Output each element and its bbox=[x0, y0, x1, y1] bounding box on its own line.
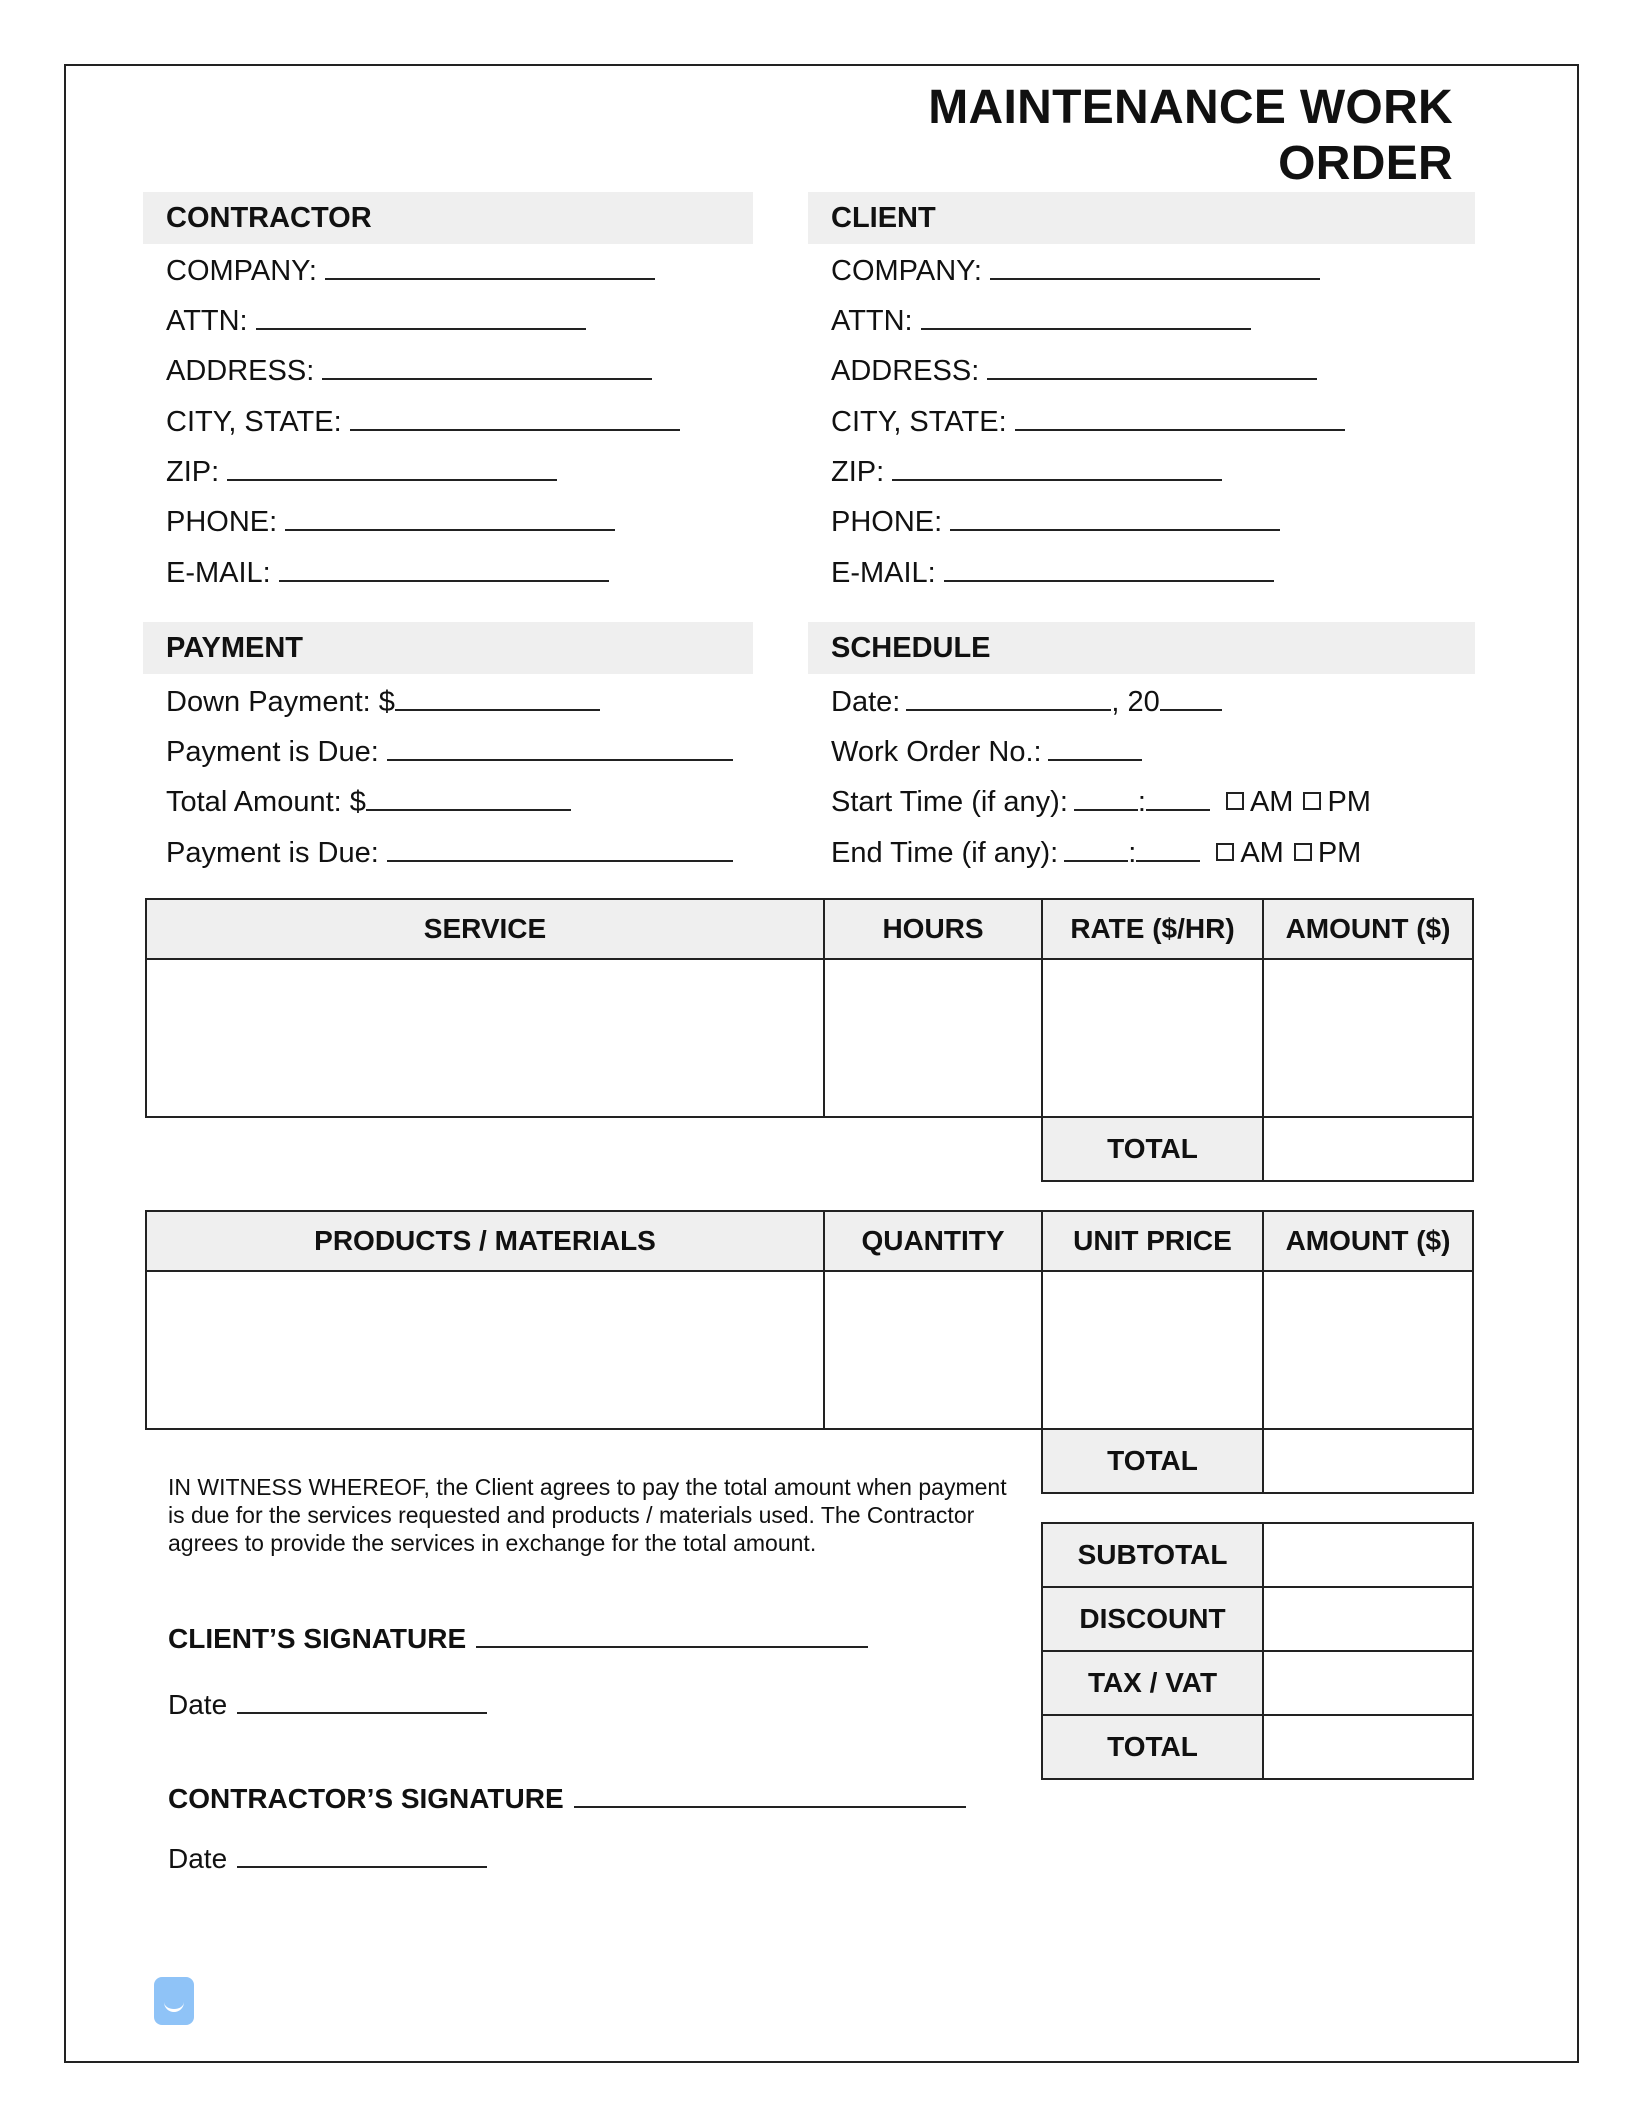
amount-header: AMOUNT ($) bbox=[1263, 899, 1473, 959]
tax-vat-value[interactable] bbox=[1263, 1651, 1473, 1715]
subtotal-value[interactable] bbox=[1263, 1523, 1473, 1587]
contractor-phone-field[interactable] bbox=[166, 503, 615, 539]
amount-cell[interactable] bbox=[1263, 959, 1473, 1117]
input-line[interactable] bbox=[921, 302, 1251, 330]
pm-label: PM bbox=[1327, 786, 1371, 818]
contractor-city-state-field[interactable] bbox=[166, 403, 680, 439]
contractor-email-field[interactable] bbox=[166, 554, 609, 590]
input-line[interactable] bbox=[1015, 403, 1345, 431]
document-title: MAINTENANCE WORK ORDER bbox=[928, 81, 1453, 190]
end-time-field[interactable] bbox=[831, 834, 1361, 870]
pm-checkbox[interactable] bbox=[1303, 792, 1321, 810]
service-header: SERVICE bbox=[146, 899, 824, 959]
date-line[interactable] bbox=[237, 1840, 487, 1868]
input-line[interactable] bbox=[1146, 783, 1210, 811]
am-checkbox[interactable] bbox=[1216, 843, 1234, 861]
client-address-field[interactable] bbox=[831, 352, 1317, 388]
signature-line[interactable] bbox=[476, 1620, 868, 1648]
time-colon: : bbox=[1128, 837, 1137, 869]
contractor-zip-field[interactable] bbox=[166, 453, 557, 489]
client-phone-field[interactable] bbox=[831, 503, 1280, 539]
service-cell[interactable] bbox=[146, 959, 824, 1117]
input-line[interactable] bbox=[1160, 683, 1222, 711]
subtotal-label: SUBTOTAL bbox=[1042, 1523, 1263, 1587]
field-label: Payment is Due: bbox=[166, 837, 379, 869]
grand-total-label: TOTAL bbox=[1042, 1715, 1263, 1779]
products-total-label: TOTAL bbox=[1042, 1429, 1263, 1493]
input-line[interactable] bbox=[279, 554, 609, 582]
witness-statement: IN WITNESS WHEREOF, the Client agrees to pay the total amount when payment is due for the services requested and products / materials used. The Contractor agrees to provide the services in exchange for the total amount. bbox=[168, 1474, 1007, 1556]
products-total-value[interactable] bbox=[1263, 1429, 1473, 1493]
payment-header: PAYMENT bbox=[143, 622, 753, 674]
products-table bbox=[145, 1210, 1474, 1430]
input-line[interactable] bbox=[366, 783, 571, 811]
input-line[interactable] bbox=[990, 252, 1320, 280]
input-line[interactable] bbox=[322, 352, 652, 380]
input-line[interactable] bbox=[906, 683, 1111, 711]
product-cell[interactable] bbox=[146, 1271, 824, 1429]
amount-cell[interactable] bbox=[1263, 1271, 1473, 1429]
input-line[interactable] bbox=[1064, 834, 1128, 862]
input-line[interactable] bbox=[227, 453, 557, 481]
discount-value[interactable] bbox=[1263, 1587, 1473, 1651]
field-label: Date: bbox=[831, 686, 901, 718]
work-order-number-field[interactable] bbox=[831, 733, 1142, 769]
grand-total-value[interactable] bbox=[1263, 1715, 1473, 1779]
field-label: COMPANY: bbox=[831, 255, 982, 287]
quantity-header: QUANTITY bbox=[824, 1211, 1042, 1271]
date-label: Date bbox=[168, 1689, 228, 1720]
services-table bbox=[145, 898, 1474, 1118]
client-email-field[interactable] bbox=[831, 554, 1274, 590]
total-amount-field[interactable] bbox=[166, 783, 571, 819]
contractor-signature-field[interactable] bbox=[168, 1780, 966, 1815]
client-signature-label: CLIENT’S SIGNATURE bbox=[168, 1623, 467, 1654]
field-label: Total Amount: $ bbox=[166, 786, 366, 818]
field-label: ADDRESS: bbox=[166, 355, 315, 387]
rate-cell[interactable] bbox=[1042, 959, 1263, 1117]
contractor-company-field[interactable] bbox=[166, 252, 655, 288]
field-label: ATTN: bbox=[831, 305, 913, 337]
am-label: AM bbox=[1240, 837, 1284, 869]
products-header: PRODUCTS / MATERIALS bbox=[146, 1211, 824, 1271]
contractor-address-field[interactable] bbox=[166, 352, 652, 388]
input-line[interactable] bbox=[387, 733, 733, 761]
payment-due-field-2[interactable] bbox=[166, 834, 733, 870]
field-label: Down Payment: $ bbox=[166, 686, 395, 718]
field-label: Work Order No.: bbox=[831, 736, 1042, 768]
hours-header: HOURS bbox=[824, 899, 1042, 959]
field-label: Start Time (if any): bbox=[831, 786, 1068, 818]
client-attn-field[interactable] bbox=[831, 302, 1251, 338]
field-label: E-MAIL: bbox=[831, 557, 936, 589]
logo-icon bbox=[154, 1977, 194, 2025]
client-zip-field[interactable] bbox=[831, 453, 1222, 489]
am-checkbox[interactable] bbox=[1226, 792, 1244, 810]
summary-table bbox=[1041, 1522, 1474, 1780]
input-line[interactable] bbox=[1136, 834, 1200, 862]
date-label: Date bbox=[168, 1843, 228, 1874]
input-line[interactable] bbox=[892, 453, 1222, 481]
field-label: ATTN: bbox=[166, 305, 248, 337]
input-line[interactable] bbox=[395, 683, 600, 711]
down-payment-field[interactable] bbox=[166, 683, 600, 719]
amount-header: AMOUNT ($) bbox=[1263, 1211, 1473, 1271]
contractor-header: CONTRACTOR bbox=[143, 192, 753, 244]
input-line[interactable] bbox=[944, 554, 1274, 582]
input-line[interactable] bbox=[350, 403, 680, 431]
hours-cell[interactable] bbox=[824, 959, 1042, 1117]
client-company-field[interactable] bbox=[831, 252, 1320, 288]
contractor-date-field[interactable] bbox=[168, 1840, 487, 1875]
unit-price-cell[interactable] bbox=[1042, 1271, 1263, 1429]
signature-line[interactable] bbox=[574, 1780, 966, 1808]
services-total-value[interactable] bbox=[1263, 1117, 1473, 1181]
date-line[interactable] bbox=[237, 1686, 487, 1714]
client-signature-field[interactable] bbox=[168, 1620, 868, 1655]
input-line[interactable] bbox=[1048, 733, 1142, 761]
year-prefix: , 20 bbox=[1111, 686, 1160, 718]
client-date-field[interactable] bbox=[168, 1686, 487, 1721]
payment-due-field-1[interactable] bbox=[166, 733, 733, 769]
field-label: CITY, STATE: bbox=[166, 406, 342, 438]
field-label: PHONE: bbox=[831, 506, 943, 538]
contractor-attn-field[interactable] bbox=[166, 302, 586, 338]
schedule-date-field[interactable] bbox=[831, 683, 1222, 719]
input-line[interactable] bbox=[950, 503, 1280, 531]
field-label: ADDRESS: bbox=[831, 355, 980, 387]
input-line[interactable] bbox=[387, 834, 733, 862]
rate-header: RATE ($/HR) bbox=[1042, 899, 1263, 959]
tax-vat-label: TAX / VAT bbox=[1042, 1651, 1263, 1715]
field-label: Payment is Due: bbox=[166, 736, 379, 768]
schedule-header: SCHEDULE bbox=[808, 622, 1475, 674]
field-label: E-MAIL: bbox=[166, 557, 271, 589]
discount-label: DISCOUNT bbox=[1042, 1587, 1263, 1651]
input-line[interactable] bbox=[1074, 783, 1138, 811]
contractor-signature-label: CONTRACTOR’S SIGNATURE bbox=[168, 1783, 564, 1814]
products-total-row bbox=[1041, 1428, 1474, 1494]
field-label: COMPANY: bbox=[166, 255, 317, 287]
input-line[interactable] bbox=[285, 503, 615, 531]
field-label: End Time (if any): bbox=[831, 837, 1059, 869]
time-colon: : bbox=[1137, 786, 1146, 818]
field-label: PHONE: bbox=[166, 506, 278, 538]
input-line[interactable] bbox=[325, 252, 655, 280]
am-label: AM bbox=[1249, 786, 1294, 818]
services-total-label: TOTAL bbox=[1042, 1117, 1263, 1181]
field-label: ZIP: bbox=[166, 456, 220, 488]
client-header: CLIENT bbox=[808, 192, 1475, 244]
pm-checkbox[interactable] bbox=[1294, 843, 1312, 861]
field-label: ZIP: bbox=[831, 456, 885, 488]
pm-label: PM bbox=[1317, 837, 1362, 869]
unit-price-header: UNIT PRICE bbox=[1042, 1211, 1263, 1271]
input-line[interactable] bbox=[256, 302, 586, 330]
field-label: CITY, STATE: bbox=[831, 406, 1007, 438]
start-time-field[interactable] bbox=[831, 783, 1371, 819]
services-total-row bbox=[1041, 1116, 1474, 1182]
quantity-cell[interactable] bbox=[824, 1271, 1042, 1429]
client-city-state-field[interactable] bbox=[831, 403, 1345, 439]
input-line[interactable] bbox=[987, 352, 1317, 380]
